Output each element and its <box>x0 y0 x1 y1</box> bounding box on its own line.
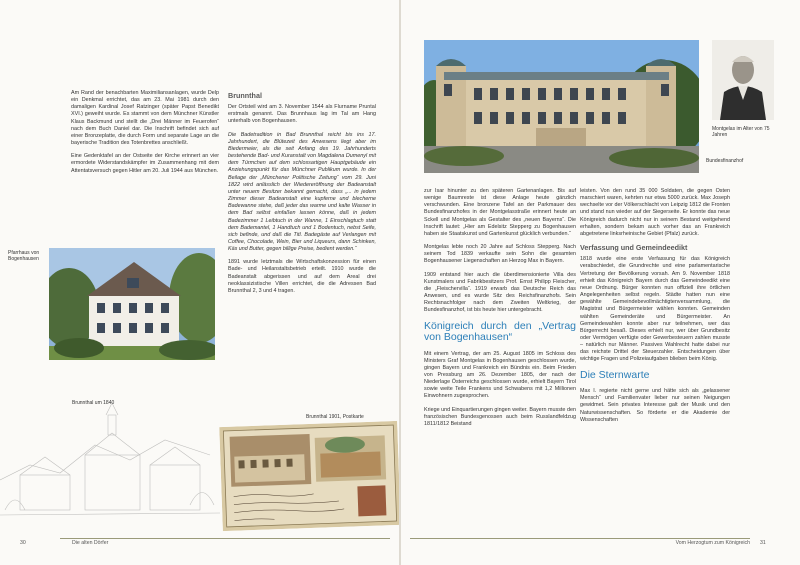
footer-section-right: Vom Herzogtum zum Königreich <box>675 540 750 546</box>
paragraph: Am Rand der benachbarten Maximiliansanlagen, wurde Delp ein Denkmal errichtet, das am 23. Mai 1981 durch den damaligen Kardinal Josef Ratzinger (später Papst Benedikt XVI.) geweiht wurde. Es stammt von dem Münchner Künstler Klaus Backmund und stellt die „Drei Männer im Feuerofen“ nach dem Buch Daniel dar. Die Inschrift befindet sich auf einer Bronzeplatte, die durch Form und separate Lage an die bayerische Tradition des Totenbrettes anschließt. <box>71 90 219 147</box>
section-heading-verfassung: Verfassung und Gemeindeedikt <box>580 243 688 253</box>
caption-bundesfinanzhof: Bundesfinanzhof <box>706 158 744 164</box>
page-number-left: 30 <box>20 540 26 546</box>
paragraph: Montgelas lebte noch 20 Jahre auf Schloss Stepperg. Nach seinem Tod 1839 verkaufte sein Sohn die gesamten Bogenhausener Liegenschaften an Herzog Max in Bayern. <box>424 244 576 265</box>
paragraph: 1909 entstand hier auch die überdimensionierte Villa des Kunstmalers und Fabrikbesitzers Prof. Ernst Philipp Fleischer, die „Fleischervilla“. 1919 erwarb das Deutsche Reich das Anwesen, und es wurde Sitz des Reichsfinanzhofs. Sein Rechtsnachfolger nach dem Zweiten Weltkrieg, der Bundesfinanzhof, ist bis heute hier untergebracht. <box>424 271 576 314</box>
paragraph: 1891 wurde letztmals die Wirtschaftskonzession für einen Bade- und Heilanstaltsbetrieb erteilt. 1910 wurde die Badeanstalt abgerissen und auf dem Areal drei neoklassizistische Villen errichtet, die die Adressen Bad Brunnthal 2, 3 und 4 tragen. <box>228 259 376 294</box>
paragraph: Die Badetradition in Bad Brunnthal reicht bis ins 17. Jahrhundert, die Blütezeit des Anwesens liegt aber im Biedermeier, als die seit Anfang des 19. Jahrhunderts bestehende Bad- und Kuranstalt von Magdalena Dumenyl mit dem Türmchen auf dem schlossartigen Hauptgebäude ein Anziehungspunkt für das Münchner Publikum wurde. In der Beilage der „Münchener Politische Zeitung“ vom 29. Juni 1822 wird anlässlich der Wiedereröffnung der Badeanstalt unter neuem Besitzer bekannt gemacht, dass „... in jedem Zimmer dieser Badeanstalt eine kupferne und blecherne Badewanne stehe, daß jeder das warme und kalte Wasser in dem Bad selbst einfaßen lassen könne, daß in jedem Badezimmer 1 Leibtuch in der Wanne, 1 Einschlagtuch statt dem Bademantel, 1 Handtuch und 1 Bodentuch, nebst Seife, sich befinde, und daß die Titl. Badegäste auf Verlangen mit Coffee, Chocolade, Wein, Bier und Liqueurs, dann Schinken, Käs und Butter, gegen billige Preise, bedient werden.“ <box>228 131 376 253</box>
section-heading-sternwarte: Die Sternwarte <box>580 368 650 381</box>
caption-montgelas: Montgelas im Alter von 75 Jahren <box>712 126 770 139</box>
paragraph: 1818 wurde eine erste Verfassung für das Königreich verabschiedet, die Grundrechte und eine parlamentarische Vertretung der Bevölkerung vorsah. Am 9. November 1818 erhielt das Königreich Bayern durch das Gemeindeedikt eine neue Ordnung. Bürger konnten nun offiziell ihre örtlichen Angelegenheiten selbst regeln. Städte hatten nun eine gewählte Gemeindebevollmächtigtenversammlung, die Magistrat und Bürgermeister wählen konnten. Gemeinden wählten Gemeinderäte und Bürgermeister. An Gemeindewahlen konnte aber nur teilnehmen, wer das Bürgerrecht besaß. Dieses erhielt nur, wer über Grundbesitz oder Vermögen verfügte oder Gewerbesteuern zahlen musste – natürlich nur Männer. Passives Wahlrecht hatte dabei nur das reichste Drittel der Steuerzahler. Entscheidungen über wichtige Fragen und Polizeiaufgaben blieben beim König. <box>580 256 730 363</box>
paragraph: Mit einem Vertrag, der am 25. August 1805 im Schloss des Ministers Graf Montgelas in Bogenhausen geschlossen wurde, gingen Bayern und Frankreich ein Bündnis ein. Beim Frieden von Pressburg am 26. Dezember 1805, der nach der Niederlage Österreichs geschlossen wurde, erhielt Bayern Tirol sowie weite Teile Frankens und Schwabens mit 1,2 Millionen Einwohnern zugesprochen. <box>424 350 576 400</box>
postcard-image <box>219 421 401 531</box>
pfarrhaus-photo <box>49 248 215 360</box>
footer-bar-right <box>410 538 750 539</box>
paragraph: Der Ortsteil wird am 3. November 1544 als Flurname Pruntal erstmals genannt. Das Brunnhaus lag im Tal am Hang unterhalb von Bogenhausen. <box>228 104 376 125</box>
section-heading-koenigreich: Königreich durch den „Vertrag von Bogenhausen“ <box>424 319 576 343</box>
brunnthal-1840-sketch <box>0 385 220 535</box>
caption-brunnthal-1840: Brunnthal um 1840 <box>72 400 115 406</box>
left-column-2 <box>228 90 376 301</box>
paragraph: zur Isar hinunter zu den späteren Gartenanlagen. Bis auf wenige Baumreste ist diese Anlage heute gänzlich verschwunden. Eine bronzene Tafel an der Parkmauer des Bundesfinanzhofes in der Montgelasstraße erinnert heute an Sckell und Montgelas als Gestalter des „neuen Bayerns“. Die Inschrift lautet: „Hier am Edelsitz Stepperg zu Bogenhausen haben sie Staatskunst und Gartenkunst glücklich verbunden.“ <box>424 188 576 237</box>
right-column-2 <box>580 188 730 430</box>
paragraph: Eine Gedenktafel an der Ostseite der Kirche erinnert an vier ermordete Widerstandskämpfer im Zusammenhang mit dem Attentatsversuch gegen Hitler am 20. Juli 1944 aus München. <box>71 153 219 174</box>
paragraph: leisten. Von den rund 35 000 Soldaten, die gegen Osten marschiert waren, kehrten nur etwa 5000 zurück. Max Joseph wechselte vor der Völkerschlacht von Leipzig 1812 die Fronten und stand nun wieder auf der Siegerseite. Er konnte das neue Königreich dadurch nicht nur in seinem Bestand weitgehend erhalten, sondern bekam auch vorher das an Frankreich abgetretene linksrheinische Gebiet (Pfalz) zurück. <box>580 188 730 237</box>
section-heading-brunnthal: Brunnthal <box>228 91 262 100</box>
bundesfinanzhof-photo <box>424 40 699 173</box>
page-number-right: 31 <box>760 540 766 546</box>
book-gutter <box>399 0 401 565</box>
paragraph: Max I. regierte nicht gerne und hätte sich als „gelassener Mensch“ und Familienvater lieber nur seinen Neigungen gewidmet. Sein privates Interesse galt der Musik und den Naturwissenschaften. So förderte er die Akademie der Wissenschaften <box>580 388 730 423</box>
paragraph: Kriege und Einquartierungen gingen weiter. Bayern musste den französischen Bundesgenossen auch beim Russlandfeldzug 1811/1812 Beistand <box>424 406 576 427</box>
montgelas-portrait <box>712 40 774 120</box>
right-column-1 <box>424 188 576 434</box>
caption-pfarrhaus: Pfarrhaus von Bogenhausen <box>8 250 40 263</box>
footer-section-left: Die alten Dörfer <box>72 540 109 546</box>
footer-bar-left <box>60 538 390 539</box>
left-column-1 <box>71 90 219 181</box>
caption-postcard: Brunnthal 1901, Postkarte <box>306 414 364 420</box>
